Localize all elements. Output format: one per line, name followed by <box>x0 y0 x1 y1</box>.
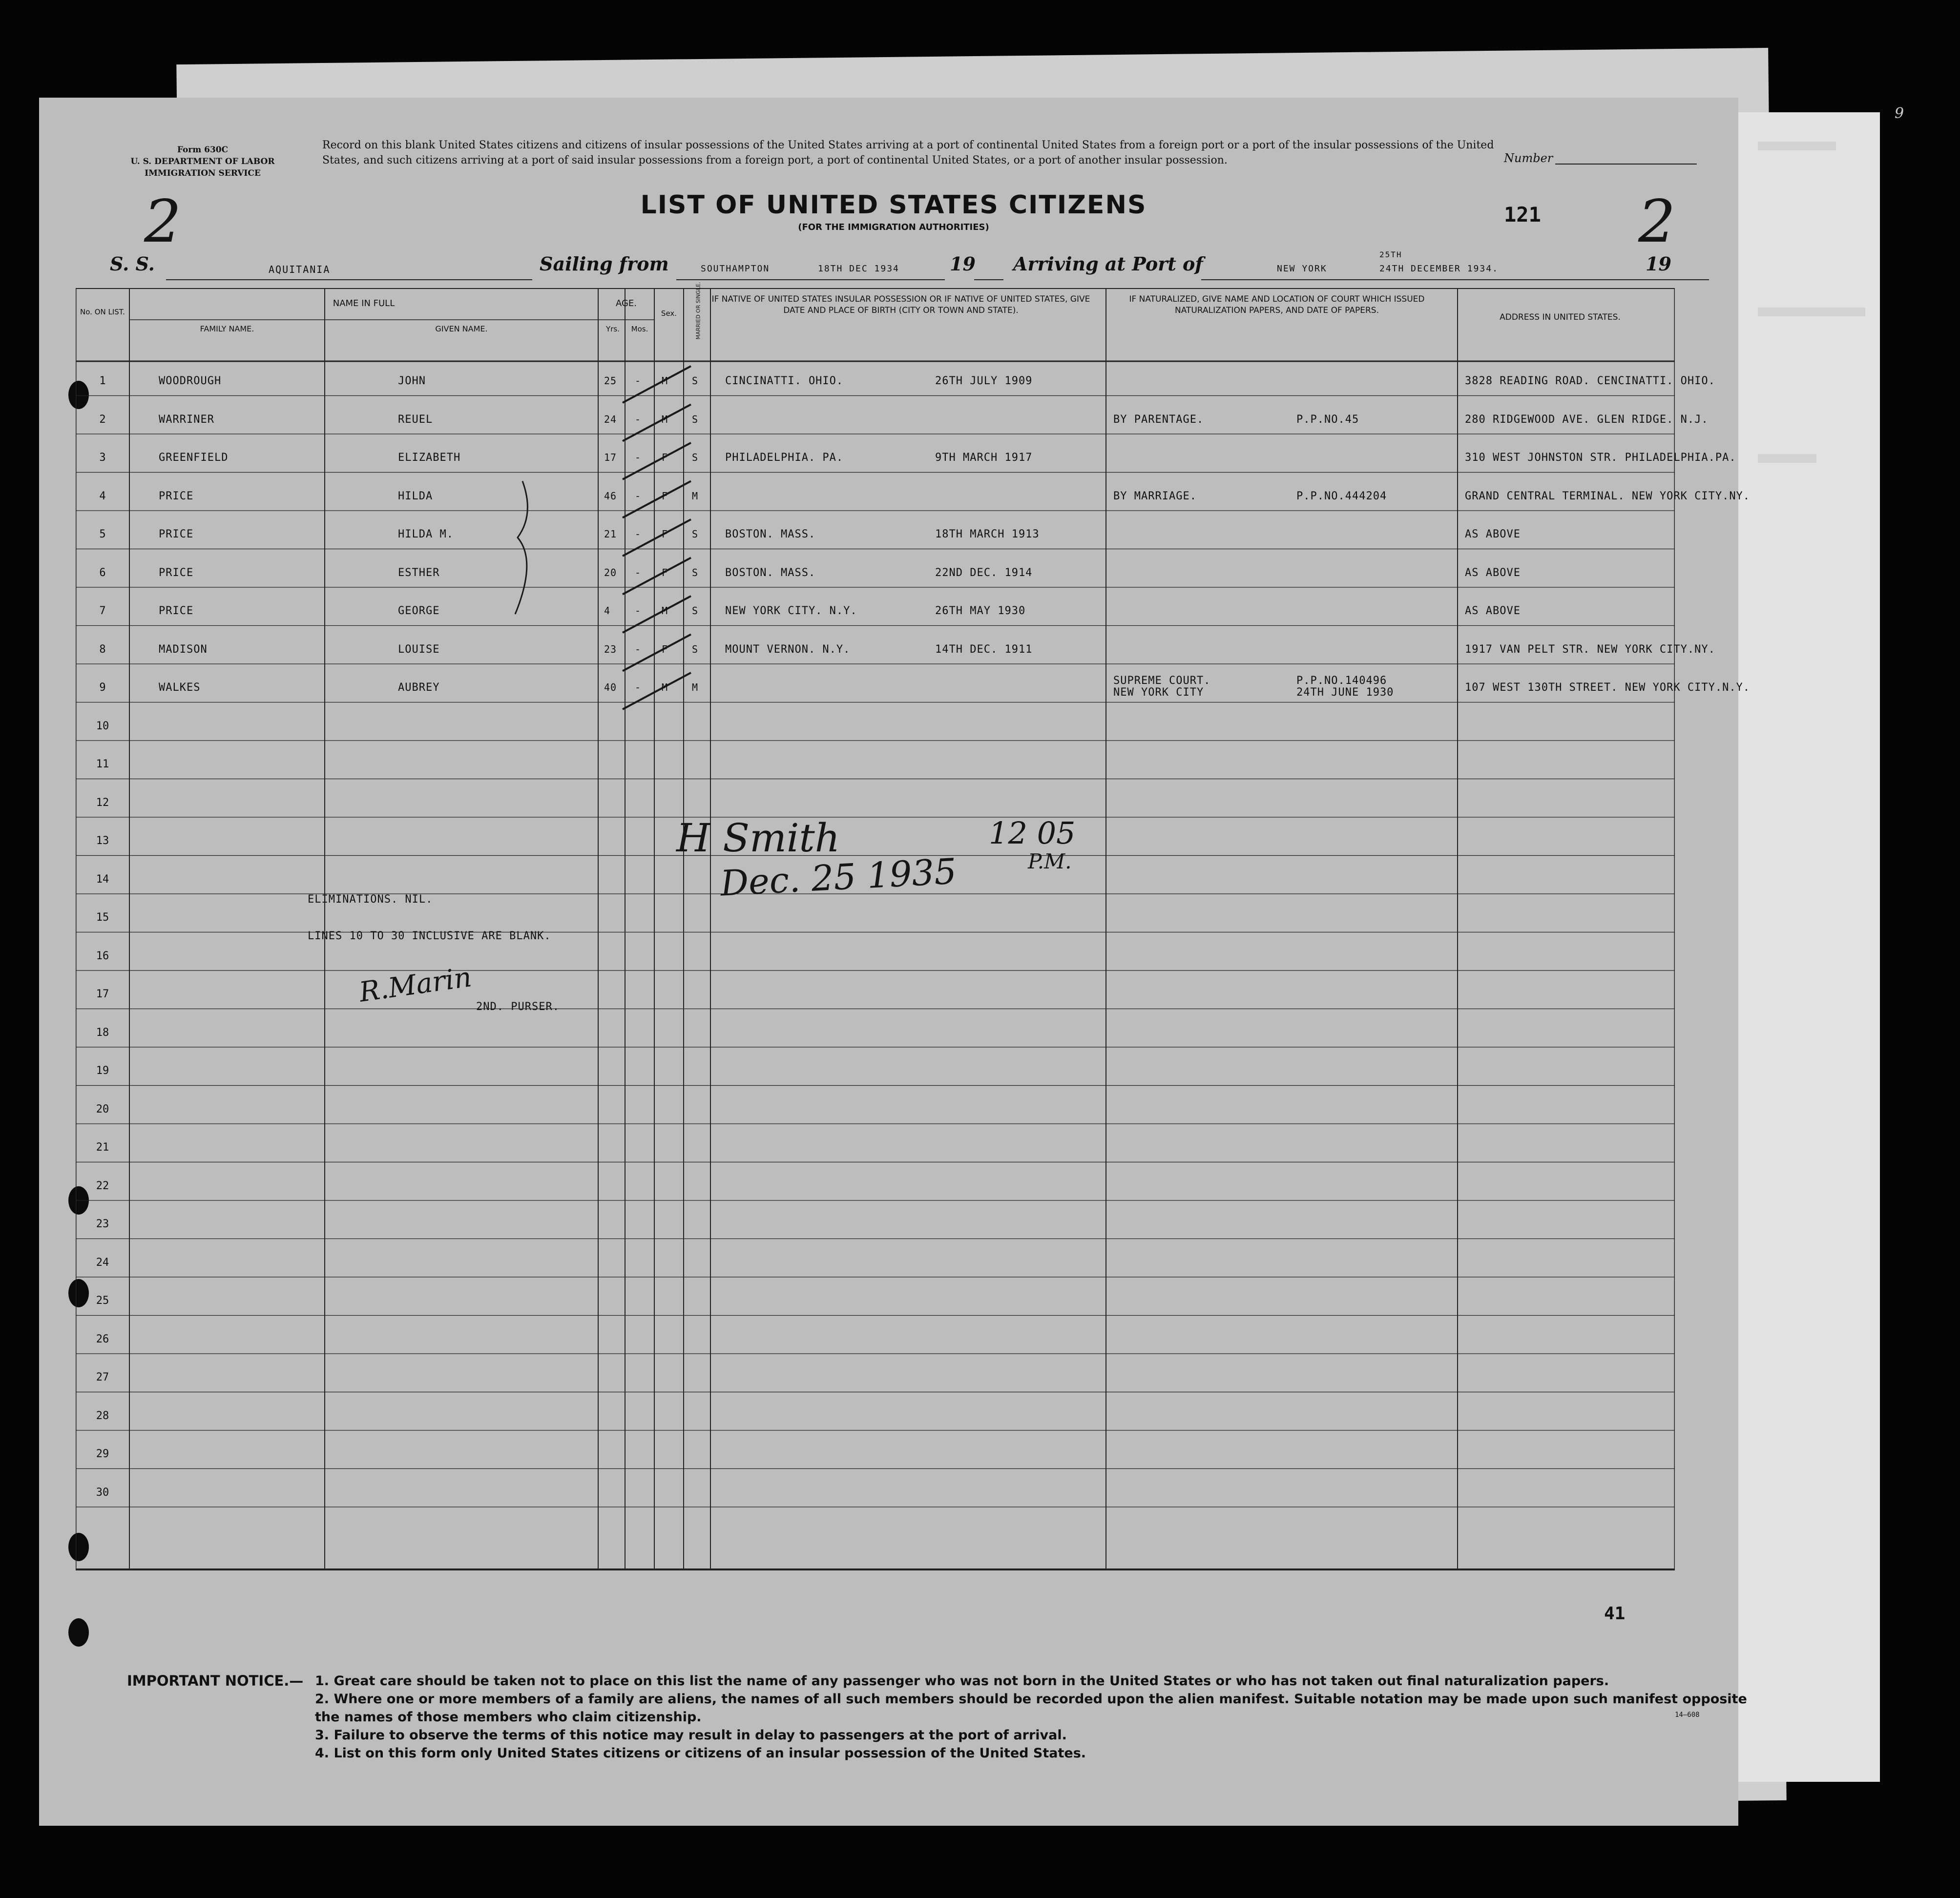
given-name-cell: AUBREY <box>398 681 440 694</box>
age-months-cell: - <box>635 375 642 387</box>
inspector-time-suffix: P.M. <box>1028 849 1072 873</box>
row-number: 1 <box>99 375 106 387</box>
row-number: 12 <box>96 796 109 809</box>
voyage-line <box>110 249 1721 283</box>
arrival-port: NEW YORK <box>1277 264 1327 274</box>
list-number: 121 <box>1504 203 1541 227</box>
naturalization-date-cell: 24TH JUNE 1930 <box>1296 686 1394 699</box>
age-years-cell: 20 <box>604 566 617 578</box>
age-years-cell: 21 <box>604 528 617 540</box>
age-months-cell: - <box>635 643 642 655</box>
row-number: 9 <box>99 681 106 694</box>
attached-page-strip <box>1729 112 1880 1782</box>
family-name-cell: PRICE <box>159 490 194 502</box>
row-number: 13 <box>96 835 109 847</box>
given-name-cell: JOHN <box>398 375 426 387</box>
page-number: 41 <box>1604 1604 1626 1624</box>
marital-status-cell: S <box>692 566 699 578</box>
notice-item: 3. Failure to observe the terms of this notice may result in delay to passengers at the port of arrival. <box>315 1728 1067 1743</box>
handwritten-sheet-number-left: 2 <box>144 188 182 256</box>
family-name-cell: WOODROUGH <box>159 375 222 387</box>
address-cell: AS ABOVE <box>1465 528 1521 540</box>
row-number: 10 <box>96 720 109 732</box>
row-number: 3 <box>99 452 106 464</box>
row-number: 29 <box>96 1448 109 1460</box>
sex-cell: M <box>662 375 668 387</box>
header-given-name: GIVEN NAME. <box>435 324 488 333</box>
number-line <box>1555 164 1697 165</box>
address-cell: 107 WEST 130TH STREET. NEW YORK CITY.N.Y. <box>1465 681 1751 694</box>
sex-cell: M <box>662 605 668 617</box>
ss-label: S. S. <box>110 253 155 275</box>
family-name-cell: PRICE <box>159 566 194 579</box>
header-name-in-full: NAME IN FULL <box>333 298 395 309</box>
age-years-cell: 46 <box>604 490 617 502</box>
service-name: IMMIGRATION SERVICE <box>145 168 261 178</box>
row-number: 28 <box>96 1409 109 1422</box>
age-years-cell: 23 <box>604 643 617 655</box>
given-name-cell: HILDA <box>398 490 433 502</box>
row-number: 5 <box>99 528 106 540</box>
age-months-cell: - <box>635 490 642 502</box>
marital-status-cell: S <box>692 643 699 655</box>
address-cell: GRAND CENTRAL TERMINAL. NEW YORK CITY.NY. <box>1465 490 1751 502</box>
naturalization-paper-cell: P.P.NO.444204 <box>1296 490 1387 502</box>
birth-date-cell: 26TH JULY 1909 <box>935 375 1033 387</box>
address-cell: 1917 VAN PELT STR. NEW YORK CITY.NY. <box>1465 643 1715 656</box>
row-number: 27 <box>96 1371 109 1383</box>
check-mark <box>623 405 691 441</box>
address-cell: 280 RIDGEWOOD AVE. GLEN RIDGE. N.J. <box>1465 413 1709 426</box>
corner-mark: 9 <box>1895 105 1904 122</box>
birth-date-cell: 22ND DEC. 1914 <box>935 566 1033 579</box>
header-age: AGE. <box>615 298 637 309</box>
header-birth: IF NATIVE OF UNITED STATES INSULAR POSSESSION OR IF NATIVE OF UNITED STATES, GIVE DATE AND PLACE OF BIRTH (CITY OR TOWN AND STATE). <box>711 294 1090 315</box>
birth-date-cell: 9TH MARCH 1917 <box>935 452 1033 464</box>
sex-cell: M <box>662 413 668 425</box>
sex-cell: F <box>662 452 668 463</box>
row-number: 11 <box>96 758 109 770</box>
age-months-cell: - <box>635 566 642 578</box>
age-months-cell: - <box>635 528 642 540</box>
ship-name: AQUITANIA <box>269 264 331 275</box>
page-title: LIST OF UNITED STATES CITIZENS <box>640 190 1147 220</box>
sex-cell: M <box>662 681 668 693</box>
family-brace <box>515 481 527 615</box>
header-address: ADDRESS IN UNITED STATES. <box>1500 312 1621 322</box>
naturalization-paper-cell: P.P.NO.45 <box>1296 413 1359 426</box>
given-name-cell: ESTHER <box>398 566 440 579</box>
table-grid <box>76 288 1675 1801</box>
sex-cell: F <box>662 490 668 502</box>
marital-status-cell: S <box>692 528 699 540</box>
birth-place-cell: CINCINATTI. OHIO. <box>725 375 844 387</box>
given-name-cell: HILDA M. <box>398 528 454 540</box>
inspector-signature: H Smith <box>676 815 840 861</box>
family-name-cell: GREENFIELD <box>159 452 229 464</box>
inspector-time: 12 05 <box>989 815 1076 851</box>
year-label: 19 <box>950 253 976 275</box>
notice-item: 1. Great care should be taken not to place on this list the name of any passenger who was not born in the United States or who has not taken out final naturalization papers. <box>315 1673 1609 1689</box>
purser-title: 2ND. PURSER. <box>476 1001 560 1013</box>
row-number: 25 <box>96 1295 109 1307</box>
given-name-cell: ELIZABETH <box>398 452 461 464</box>
row-number: 15 <box>96 911 109 924</box>
age-years-cell: 40 <box>604 681 617 693</box>
address-cell: 3828 READING ROAD. CENCINATTI. OHIO. <box>1465 375 1715 387</box>
check-mark <box>623 673 691 709</box>
arrival-date-correction: 25TH <box>1379 250 1402 259</box>
header-naturalization: IF NATURALIZED, GIVE NAME AND LOCATION OF COURT WHICH ISSUED NATURALIZATION PAPERS, AND DATE OF PAPERS. <box>1129 294 1425 315</box>
department-name: U. S. DEPARTMENT OF LABOR <box>130 157 275 166</box>
age-years-cell: 17 <box>604 452 617 463</box>
row-number: 18 <box>96 1026 109 1039</box>
row-number: 6 <box>99 566 106 579</box>
birth-place-cell: BOSTON. MASS. <box>725 566 816 579</box>
header-no: No. ON LIST. <box>80 308 125 316</box>
family-name-cell: MADISON <box>159 643 208 656</box>
birth-date-cell: 14TH DEC. 1911 <box>935 643 1033 656</box>
marital-status-cell: S <box>692 605 699 617</box>
row-number: 19 <box>96 1065 109 1077</box>
age-months-cell: - <box>635 452 642 463</box>
row-number: 4 <box>99 490 106 502</box>
naturalization-court-cell: BY MARRIAGE. <box>1113 490 1197 502</box>
notice-item: 4. List on this form only United States citizens or citizens of an insular possession of the United States. <box>315 1746 1086 1761</box>
check-mark <box>623 366 691 403</box>
row-number: 14 <box>96 873 109 886</box>
given-name-cell: LOUISE <box>398 643 440 656</box>
birth-place-cell: NEW YORK CITY. N.Y. <box>725 605 857 617</box>
row-number: 22 <box>96 1179 109 1192</box>
marital-status-cell: S <box>692 452 699 463</box>
row-number: 21 <box>96 1141 109 1154</box>
arriving-label: Arriving at Port of <box>1013 253 1203 275</box>
header-sex: Sex. <box>661 309 677 318</box>
sailing-label: Sailing from <box>540 253 669 275</box>
naturalization-court-cell: SUPREME COURT. <box>1113 675 1211 687</box>
notice-list <box>315 1672 1760 1762</box>
purser-signature: R.Marin <box>357 961 474 1009</box>
header-family-name: FAMILY NAME. <box>200 324 254 333</box>
check-mark <box>623 635 691 671</box>
eliminations-note: ELIMINATIONS. NIL. <box>308 893 433 906</box>
row-number: 26 <box>96 1333 109 1345</box>
header-years: Yrs. <box>606 325 620 333</box>
given-name-cell: GEORGE <box>398 605 440 617</box>
naturalization-location-cell: NEW YORK CITY <box>1113 686 1204 699</box>
number-label: Number <box>1504 151 1553 165</box>
marital-status-cell: M <box>692 490 699 502</box>
sex-cell: F <box>662 643 668 655</box>
form-instructions: Record on this blank United States citizens and citizens of insular possessions of the United States arriving at a port of continental United States from a foreign port or a port of the insular possessions of the United States, and such citizens arriving at a port of said insular possessions from a foreign port, a port of continental United States, or a port of another insular possession. <box>322 139 1494 166</box>
sex-cell: F <box>662 528 668 540</box>
marital-status-cell: M <box>692 681 699 693</box>
check-mark <box>623 596 691 633</box>
sailing-port: SOUTHAMPTON <box>701 264 770 274</box>
address-cell: AS ABOVE <box>1465 605 1521 617</box>
marital-status-cell: S <box>692 413 699 425</box>
family-name-cell: WARRINER <box>159 413 214 426</box>
manifest-sheet <box>39 98 1904 1826</box>
family-name-cell: PRICE <box>159 605 194 617</box>
row-number: 17 <box>96 988 109 1000</box>
naturalization-court-cell: BY PARENTAGE. <box>1113 413 1204 426</box>
arrival-date: 24TH DECEMBER 1934. <box>1379 264 1499 274</box>
header-months: Mos. <box>631 325 648 333</box>
check-mark <box>623 519 691 556</box>
birth-place-cell: BOSTON. MASS. <box>725 528 816 540</box>
row-number: 16 <box>96 949 109 962</box>
handwritten-sheet-number-right: 2 <box>1638 188 1676 256</box>
sailing-date: 18TH DEC 1934 <box>818 264 899 274</box>
year-field <box>974 264 1003 280</box>
birth-date-cell: 26TH MAY 1930 <box>935 605 1026 617</box>
age-years-cell: 4 <box>604 605 611 617</box>
row-number: 8 <box>99 643 106 656</box>
address-cell: AS ABOVE <box>1465 566 1521 579</box>
header-married-single: MARRIED OR SINGLE. <box>695 282 702 340</box>
form-code: 14—608 <box>1675 1711 1700 1719</box>
inspector-date: Dec. 25 1935 <box>719 850 958 904</box>
age-months-cell: - <box>635 413 642 425</box>
check-mark <box>623 443 691 479</box>
age-months-cell: - <box>635 681 642 693</box>
form-identifier <box>95 144 310 179</box>
row-number: 24 <box>96 1256 109 1269</box>
year-label: 19 <box>1646 253 1671 275</box>
blank-lines-note: LINES 10 TO 30 INCLUSIVE ARE BLANK. <box>308 930 551 942</box>
birth-place-cell: MOUNT VERNON. N.Y. <box>725 643 851 656</box>
notice-label: IMPORTANT NOTICE.— <box>127 1672 304 1689</box>
family-name-cell: PRICE <box>159 528 194 540</box>
given-name-cell: REUEL <box>398 413 433 426</box>
row-number: 7 <box>99 605 106 617</box>
page-subtitle: (FOR THE IMMIGRATION AUTHORITIES) <box>798 222 989 232</box>
sex-cell: F <box>662 566 668 578</box>
age-years-cell: 25 <box>604 375 617 387</box>
row-number: 30 <box>96 1486 109 1499</box>
birth-place-cell: PHILADELPHIA. PA. <box>725 452 844 464</box>
check-mark <box>623 481 691 518</box>
form-number: Form 630C <box>177 145 229 155</box>
family-name-cell: WALKES <box>159 681 201 694</box>
naturalization-paper-cell: P.P.NO.140496 <box>1296 675 1387 687</box>
marital-status-cell: S <box>692 375 699 387</box>
age-years-cell: 24 <box>604 413 617 425</box>
age-months-cell: - <box>635 605 642 617</box>
ship-field <box>166 264 532 280</box>
notice-item: 2. Where one or more members of a family are aliens, the names of all such members should be recorded upon the alien manifest. Suitable notation may be made upon such manifest opposite the names of those members who claim citizenship. <box>315 1692 1747 1725</box>
row-number: 20 <box>96 1103 109 1115</box>
row-number: 23 <box>96 1218 109 1230</box>
address-cell: 310 WEST JOHNSTON STR. PHILADELPHIA.PA. <box>1465 452 1736 464</box>
check-mark <box>623 558 691 595</box>
birth-date-cell: 18TH MARCH 1913 <box>935 528 1040 540</box>
row-number: 2 <box>99 413 106 426</box>
